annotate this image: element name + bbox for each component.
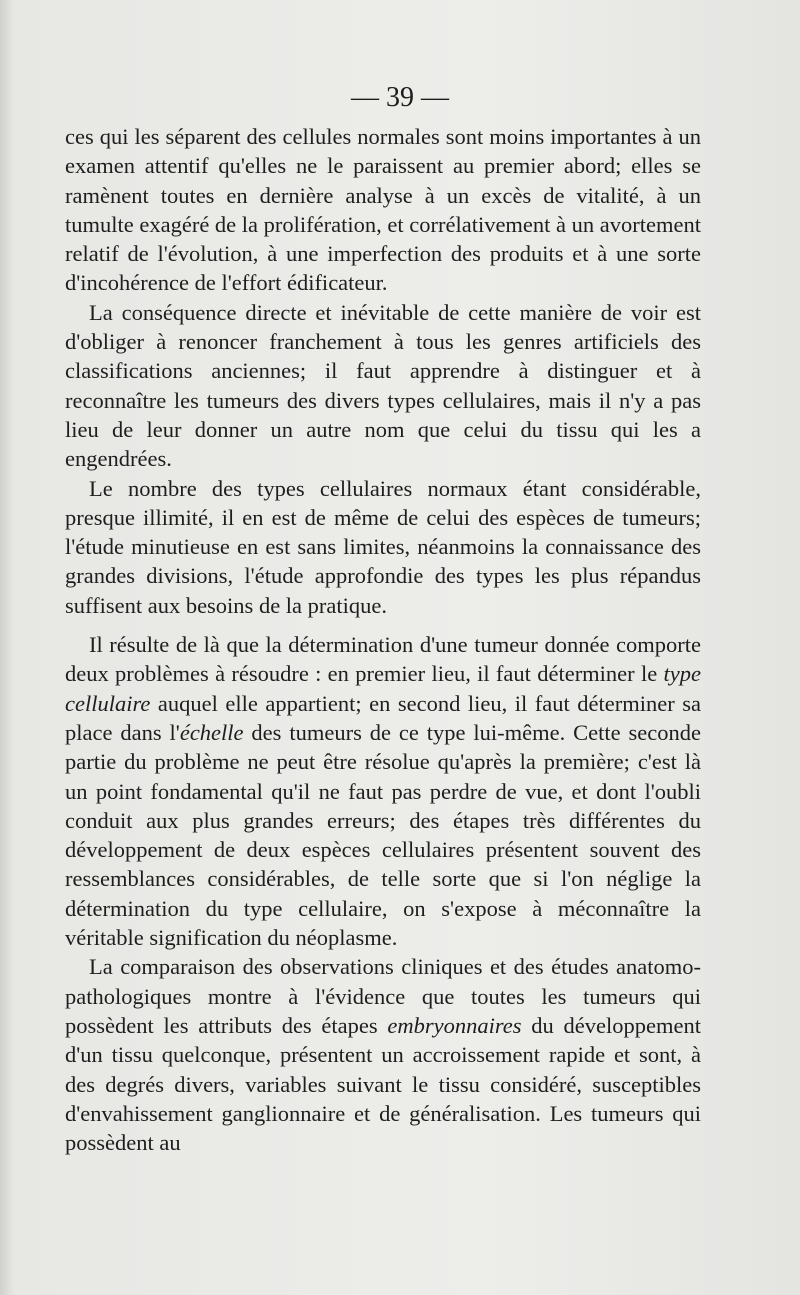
text-run: ces qui les séparent des cellules normales sont moins importantes à un examen attentif qu'elles ne le paraissent au premier abord; elles se ramènent toutes en dernière analyse à un excès de vitalité, à un tumulte exagéré de la prolifération, et corrélativement à un avortement relatif de l'évolution, à une imperfection des produits et à une sorte d'incohérence de l'effort édificateur. bbox=[65, 124, 701, 296]
italic-term: embryonnaires bbox=[387, 1012, 522, 1038]
text-run: La comparaison des observations cliniques et des études anatomo-pathologiques montre à l'évidence que toutes les tumeurs qui possèdent les attributs des étapes bbox=[65, 954, 701, 1038]
text-run: La conséquence directe et inévitable de cette manière de voir est d'obliger à renoncer franchement à tous les genres artificiels des classifications anciennes; il faut apprendre à distinguer et à reconnaître les tumeurs des divers types cellulaires, mais il n'y a pas lieu de leur donner un autre nom que celui du tissu qui les a engendrées. bbox=[65, 299, 701, 472]
paragraph-5 bbox=[65, 952, 701, 1157]
text-run: des tumeurs de ce type lui-même. Cette seconde partie du problème ne peut être résolue qu'après la première; c'est là un point fondamental qu'il ne faut pas perdre de vue, et dont l'oubli conduit aux plus grandes erreurs; des étapes très différentes du développement de deux espèces cellulaires présentent souvent des ressemblances considérables, de telle sorte que si l'on néglige la détermination du type cellulaire, on s'expose à méconnaître la véritable signification du néoplasme. bbox=[65, 719, 701, 951]
paragraph-3 bbox=[65, 474, 701, 620]
text-run: auquel elle appartient; en second lieu, il faut déterminer sa place dans l' bbox=[65, 690, 701, 745]
italic-term: type cellulaire bbox=[65, 661, 701, 716]
text-run: Il résulte de là que la détermination d'une tumeur donnée comporte deux problèmes à résoudre : en premier lieu, il faut déterminer le bbox=[65, 632, 701, 687]
text-run: Le nombre des types cellulaires normaux étant considérable, presque illimité, il en est de même de celui des espèces de tumeurs; l'étude minutieuse en est sans limites, néanmoins la connaissance des grandes divisions, l'étude approfondie des types les plus répandus suffisent aux besoins de la pratique. bbox=[65, 475, 701, 618]
text-run: du développement d'un tissu quelconque, présentent un accroissement rapide et sont, à des degrés divers, variables suivant le tissu considéré, susceptibles d'envahissement ganglionnaire et de généralisation. Les tumeurs qui possèdent au bbox=[65, 1012, 701, 1156]
paragraph-1 bbox=[65, 122, 701, 298]
paragraph-4 bbox=[65, 630, 701, 952]
italic-term: échelle bbox=[179, 719, 244, 745]
page-number: — 39 — bbox=[351, 82, 449, 113]
body-text bbox=[65, 122, 701, 1157]
paragraph-2 bbox=[65, 298, 701, 474]
